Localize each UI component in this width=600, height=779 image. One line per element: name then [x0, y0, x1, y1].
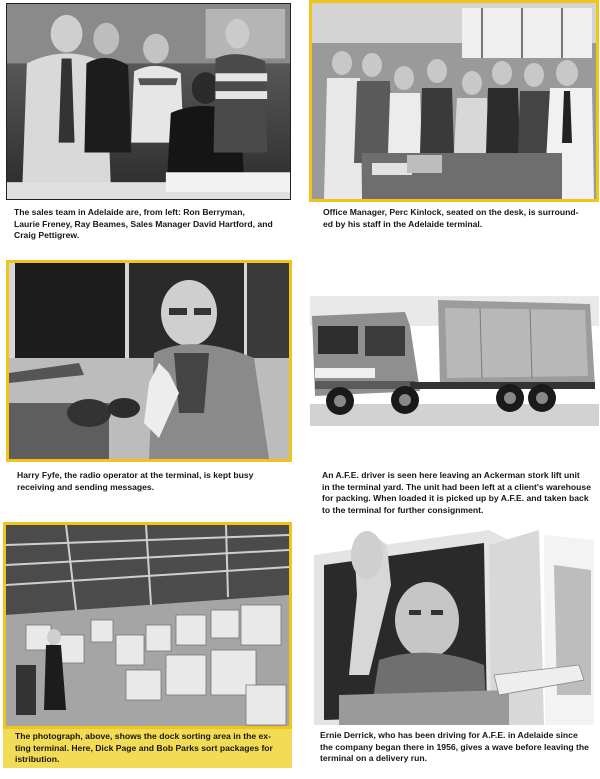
dock-sorting-caption: The photograph, above, shows the dock sorting area in the ex- ting terminal. Here, Dick Page and Bob Parks sort packages for istribution. [3, 729, 292, 768]
office-manager-photo [309, 0, 599, 202]
sales-team-photo [6, 3, 291, 200]
ernie-derrick-caption: Ernie Derrick, who has been driving for A.F.E. in Adelaide since the company began there in 1956, gives a wave before leaving the terminal on a delivery run. [320, 730, 589, 763]
dock-sorting-photo [3, 522, 292, 729]
lift-unit-photo [310, 296, 599, 426]
office-manager-image [312, 3, 596, 199]
ernie-derrick-photo [309, 525, 599, 725]
dock-sorting-image [6, 525, 289, 726]
lift-unit-caption: An A.F.E. driver is seen here leaving an Ackerman stork lift unit in the terminal yard. The unit had been left at a client's warehouse for packing. When loaded it is picked up by A.F.E. and taken back to the terminal for further consignment. [322, 470, 591, 515]
radio-operator-photo [6, 260, 292, 462]
ernie-derrick-image [309, 525, 599, 725]
radio-operator-image [9, 263, 289, 459]
lift-unit-image [310, 296, 599, 426]
sales-team-image [7, 4, 290, 199]
sales-team-caption: The sales team in Adelaide are, from left: Ron Berryman, Laurie Freney, Ray Beames, Sales Manager David Hartford, and Craig Pettigrew. [14, 207, 273, 240]
office-manager-caption: Office Manager, Perc Kinlock, seated on the desk, is surround- ed by his staff in the Adelaide terminal. [323, 207, 579, 229]
radio-operator-caption: Harry Fyfe, the radio operator at the terminal, is kept busy receiving and sending messages. [17, 470, 254, 492]
